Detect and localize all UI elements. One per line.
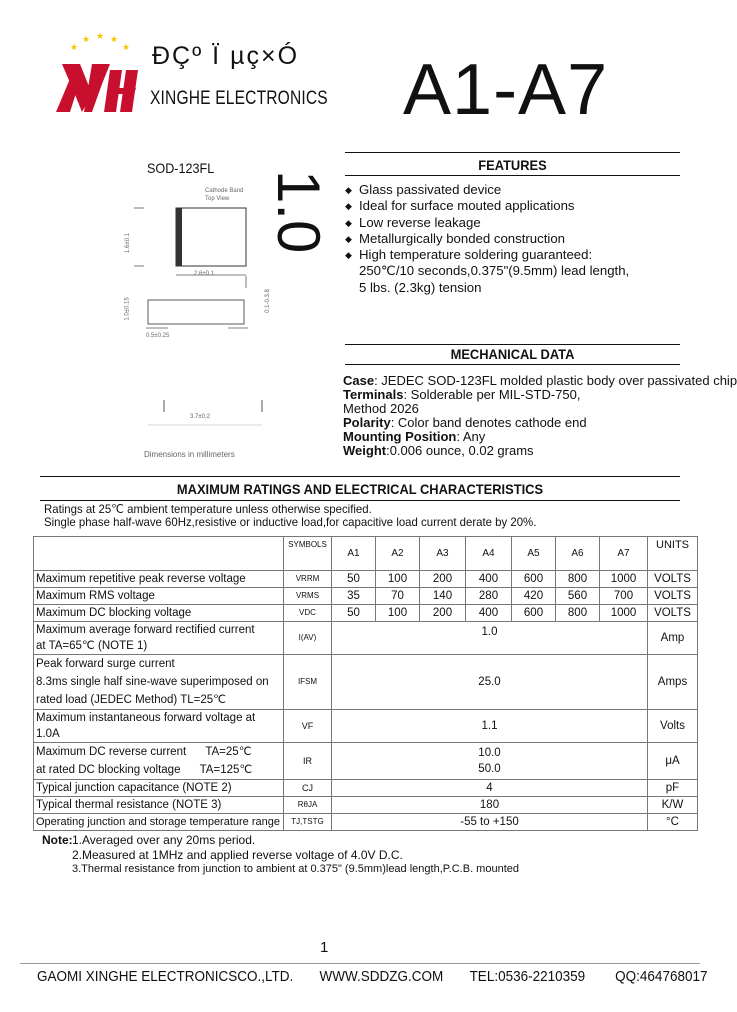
dimension-d: 1.0±0.15 (124, 297, 131, 321)
value-cell: 70 (376, 588, 420, 605)
header-col: A1 (332, 537, 376, 571)
footer-rule (20, 963, 700, 964)
svg-text:★: ★ (122, 42, 131, 52)
dimension-e: 0.5±0.25 (146, 333, 170, 339)
brand-chinese-name: ÐÇº Ï µç×Ó (152, 42, 300, 70)
footer (37, 968, 708, 985)
symbol-cell: VF (284, 710, 332, 743)
features-list (345, 182, 629, 296)
table-row-cj (34, 780, 698, 797)
feature-item: ◆ High temperature soldering guaranteed: (345, 247, 593, 263)
header-col: A7 (600, 537, 648, 571)
ratings-rule-bottom (40, 500, 680, 501)
table-row-vf (34, 710, 698, 743)
symbol-cell: I(AV) (284, 622, 332, 655)
svg-text:★: ★ (70, 42, 79, 52)
mech-polarity: Polarity: Color band denotes cathode end (343, 415, 587, 430)
value-cell: 800 (556, 571, 600, 588)
value-cell: 600 (512, 605, 556, 622)
value-cell: 800 (556, 605, 600, 622)
notes-block (42, 833, 519, 877)
unit-cell: Volts (648, 710, 698, 743)
header-col: A2 (376, 537, 420, 571)
model-range-title: A1-A7 (403, 50, 609, 130)
ratings-conditions (44, 503, 536, 529)
value-cell: 10.0 50.0 (332, 743, 648, 780)
symbol-cell: IFSM (284, 655, 332, 710)
mech-weight: Weight:0.006 ounce, 0.02 grams (343, 443, 534, 458)
table-row-ifsm (34, 655, 698, 710)
footer-telephone: TEL:0536-2210359 (469, 968, 586, 985)
dimension-b: 2.6±0.1 (194, 271, 214, 277)
value-cell: 50 (332, 605, 376, 622)
value-cell: 1000 (600, 571, 648, 588)
unit-cell: VOLTS (648, 605, 698, 622)
symbol-cell: RθJA (284, 797, 332, 814)
page-number: 1 (320, 939, 329, 956)
notes-label: Note: (42, 833, 73, 847)
features-rule-top (345, 152, 680, 153)
header-col: A5 (512, 537, 556, 571)
header-col: A4 (466, 537, 512, 571)
feature-subline: 250℃/10 seconds,0.375"(9.5mm) lead length, (359, 263, 630, 279)
condition-line: Single phase half-wave 60Hz,resistive or inductive load,for capacitive load current derate by 20%. (44, 515, 537, 529)
mech-mounting: Mounting Position: Any (343, 429, 486, 444)
features-title: FEATURES (478, 157, 547, 173)
mech-method: Method 2026 (343, 401, 419, 416)
param-cell: Maximum DC blocking voltage (34, 605, 284, 622)
header-param-cell (34, 537, 284, 571)
value-cell: 100 (376, 571, 420, 588)
top-view-label: Top View (205, 196, 230, 202)
value-cell: 1.0 (332, 622, 648, 655)
mechanical-title: MECHANICAL DATA (450, 346, 575, 362)
dimension-a: 1.6±0.1 (124, 233, 131, 253)
param-cell: Peak forward surge current 8.3ms single half sine-wave superimposed on rated load (JEDEC Method) TL=25℃ (34, 655, 284, 710)
mech-rule-top (345, 344, 680, 345)
features-rule-bottom (345, 175, 680, 176)
value-cell: 420 (512, 588, 556, 605)
company-logo (52, 31, 144, 116)
table-row-tj (34, 814, 698, 831)
dimensions-units-note: Dimensions in millimeters (144, 450, 235, 459)
param-cell: Maximum average forward rectified current at TA=65℃ (NOTE 1) (34, 622, 284, 655)
unit-cell: pF (648, 780, 698, 797)
table-header-row (34, 537, 698, 571)
package-mark-glyph: 1.0 (265, 170, 332, 254)
feature-item: ◆ Metallurgically bonded construction (345, 230, 565, 246)
value-cell: 1.1 (332, 710, 648, 743)
value-cell: 400 (466, 605, 512, 622)
ratings-table (33, 536, 698, 831)
header-col: A6 (556, 537, 600, 571)
header-units: UNITS (648, 537, 698, 571)
svg-text:★: ★ (110, 34, 119, 44)
cathode-band-label: Cathode Band (205, 188, 244, 194)
param-cell: Typical junction capacitance (NOTE 2) (34, 780, 284, 797)
footer-company: GAOMI XINGHE ELECTRONICSCO.,LTD. (37, 968, 294, 985)
package-name: SOD-123FL (147, 160, 215, 176)
param-cell: Operating junction and storage temperature range (34, 814, 284, 831)
feature-subline: 5 lbs. (2.3kg) tension (359, 279, 482, 295)
table-row (34, 571, 698, 588)
value-cell: 200 (420, 605, 466, 622)
condition-line: Ratings at 25℃ ambient temperature unless otherwise specified. (44, 502, 372, 516)
unit-cell: K/W (648, 797, 698, 814)
value-cell: 700 (600, 588, 648, 605)
table-row (34, 588, 698, 605)
symbol-cell: VDC (284, 605, 332, 622)
dimension-f: 3.7±0.2 (190, 414, 210, 420)
table-row-rja (34, 797, 698, 814)
value-cell: 100 (376, 605, 420, 622)
feature-item: ◆ Low reverse leakage (345, 214, 481, 230)
value-cell: 600 (512, 571, 556, 588)
value-cell: 25.0 (332, 655, 648, 710)
value-cell: 4 (332, 780, 648, 797)
unit-cell: °C (648, 814, 698, 831)
value-cell: 560 (556, 588, 600, 605)
mech-case: Case: JEDEC SOD-123FL molded plastic body over passivated chip (343, 373, 737, 388)
value-cell: 200 (420, 571, 466, 588)
value-cell: 35 (332, 588, 376, 605)
dimension-c: 0.1-0.3.8 (264, 289, 271, 313)
unit-cell: VOLTS (648, 588, 698, 605)
symbol-cell: VRMS (284, 588, 332, 605)
value-cell: 1000 (600, 605, 648, 622)
value-cell: 50 (332, 571, 376, 588)
header-symbols: SYMBOLS (284, 537, 332, 571)
table-row-iav (34, 622, 698, 655)
table-row (34, 605, 698, 622)
unit-cell: μA (648, 743, 698, 780)
value-cell: 280 (466, 588, 512, 605)
symbol-cell: TJ,TSTG (284, 814, 332, 831)
unit-cell: Amps (648, 655, 698, 710)
feature-item: ◆ Glass passivated device (345, 182, 502, 197)
note-item: 1.Averaged over any 20ms period. (72, 833, 256, 847)
value-cell: 140 (420, 588, 466, 605)
mech-terminals: Terminals: Solderable per MIL-STD-750, (343, 387, 581, 402)
footer-qq: QQ:464768017 (615, 968, 708, 985)
header-col: A3 (420, 537, 466, 571)
star-icons (70, 31, 130, 52)
value-cell: -55 to +150 (332, 814, 648, 831)
ratings-title: MAXIMUM RATINGS AND ELECTRICAL CHARACTERISTICS (176, 481, 544, 497)
param-cell: Maximum instantaneous forward voltage at 1.0A (34, 710, 284, 743)
value-cell: 400 (466, 571, 512, 588)
symbol-cell: IR (284, 743, 332, 780)
mechanical-data (343, 374, 737, 458)
brand-english-name: XINGHE ELECTRONICS (150, 88, 328, 109)
mech-rule-bottom (345, 364, 680, 365)
note-item: 3.Thermal resistance from junction to ambient at 0.375" (9.5mm)lead length,P.C.B. mounted (72, 863, 519, 875)
svg-text:★: ★ (82, 34, 91, 44)
svg-text:★: ★ (96, 31, 105, 41)
param-cell: Maximum DC reverse current TA=25℃ at rated DC blocking voltage TA=125℃ (34, 743, 284, 780)
footer-website: WWW.SDDZG.COM (319, 968, 444, 985)
unit-cell: Amp (648, 622, 698, 655)
feature-item: ◆ Ideal for surface mouted applications (345, 198, 575, 214)
note-item: 2.Measured at 1MHz and applied reverse voltage of 4.0V D.C. (72, 847, 403, 862)
symbol-cell: CJ (284, 780, 332, 797)
param-cell: Typical thermal resistance (NOTE 3) (34, 797, 284, 814)
value-cell: 180 (332, 797, 648, 814)
param-cell: Maximum RMS voltage (34, 588, 284, 605)
ratings-rule-top (40, 476, 680, 477)
unit-cell: VOLTS (648, 571, 698, 588)
param-cell: Maximum repetitive peak reverse voltage (34, 571, 284, 588)
symbol-cell: VRRM (284, 571, 332, 588)
table-row-ir (34, 743, 698, 780)
